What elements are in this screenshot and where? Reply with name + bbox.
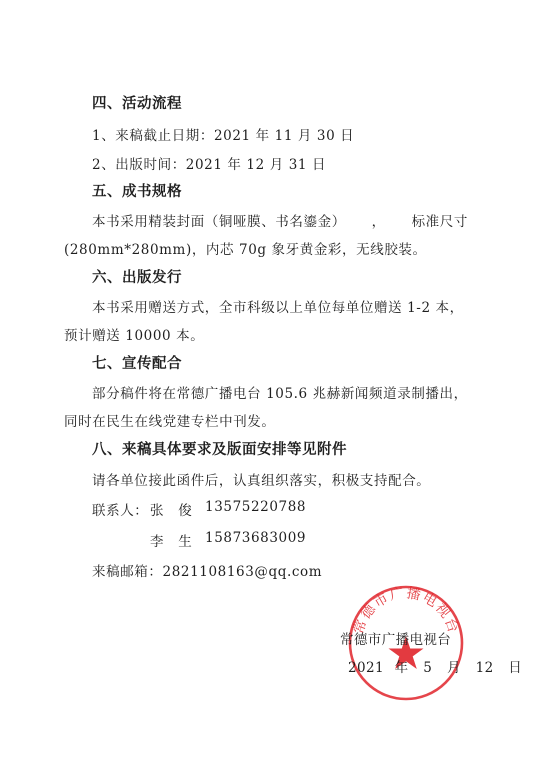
spec-line-1-c: 标准尺寸: [411, 214, 468, 230]
date-day: 12: [475, 660, 494, 676]
contact-phone-2: 15873683009: [205, 530, 307, 546]
signing-date: [348, 656, 522, 676]
contact-row-1: [0, 499, 550, 519]
spec-line-1-b: ，: [371, 214, 386, 230]
date-month: 5: [423, 660, 433, 676]
distribution-line-2: 预计赠送 10000 本。: [64, 328, 205, 344]
email-line: 来稿邮箱：2821108163@qq.com: [92, 564, 323, 580]
section-heading-4: 四、活动流程: [92, 96, 182, 112]
publish-date-line: 2、出版时间：2021 年 12 月 31 日: [92, 157, 327, 173]
promotion-line-2: 同时在民生在线党建专栏中刊发。: [64, 414, 276, 430]
section-heading-8: 八、来稿具体要求及版面安排等见附件: [92, 442, 347, 458]
distribution-line-1: 本书采用赠送方式，全市科级以上单位每单位赠送 1-2 本，: [92, 300, 464, 316]
spec-line-1: [92, 210, 468, 230]
date-year: 2021: [348, 660, 384, 676]
date-year-char: 年: [394, 660, 409, 676]
promotion-line-1: 部分稿件将在常德广播电台 105.6 兆赫新闻频道录制播出，: [92, 386, 468, 402]
contact-phone-1: 13575220788: [205, 499, 307, 515]
spec-line-1-a: 本书采用精装封面（铜哑膜、书名鎏金）: [92, 214, 346, 230]
contact-name-2: 李 生: [150, 534, 193, 550]
section-heading-6: 六、出版发行: [92, 270, 182, 286]
signing-organization: 常德市广播电视台: [340, 632, 452, 648]
section-heading-5: 五、成书规格: [92, 184, 182, 200]
date-day-char: 日: [508, 660, 523, 676]
section-heading-7: 七、宣传配合: [92, 356, 182, 372]
deadline-line: 1、来稿截止日期：2021 年 11 月 30 日: [92, 128, 355, 144]
date-month-char: 月: [446, 660, 461, 676]
contact-row-2: [0, 530, 550, 550]
svg-text:常德市广播电视台: 常德市广播电视台: [350, 585, 462, 637]
spec-line-2: (280mm*280mm)，内芯 70g 象牙黄金彩，无线胶装。: [64, 242, 427, 258]
contact-name-1: 张 俊: [150, 503, 193, 519]
contact-label: 联系人：: [92, 503, 149, 519]
request-line: 请各单位接此函件后，认真组织落实，积极支持配合。: [92, 473, 431, 489]
